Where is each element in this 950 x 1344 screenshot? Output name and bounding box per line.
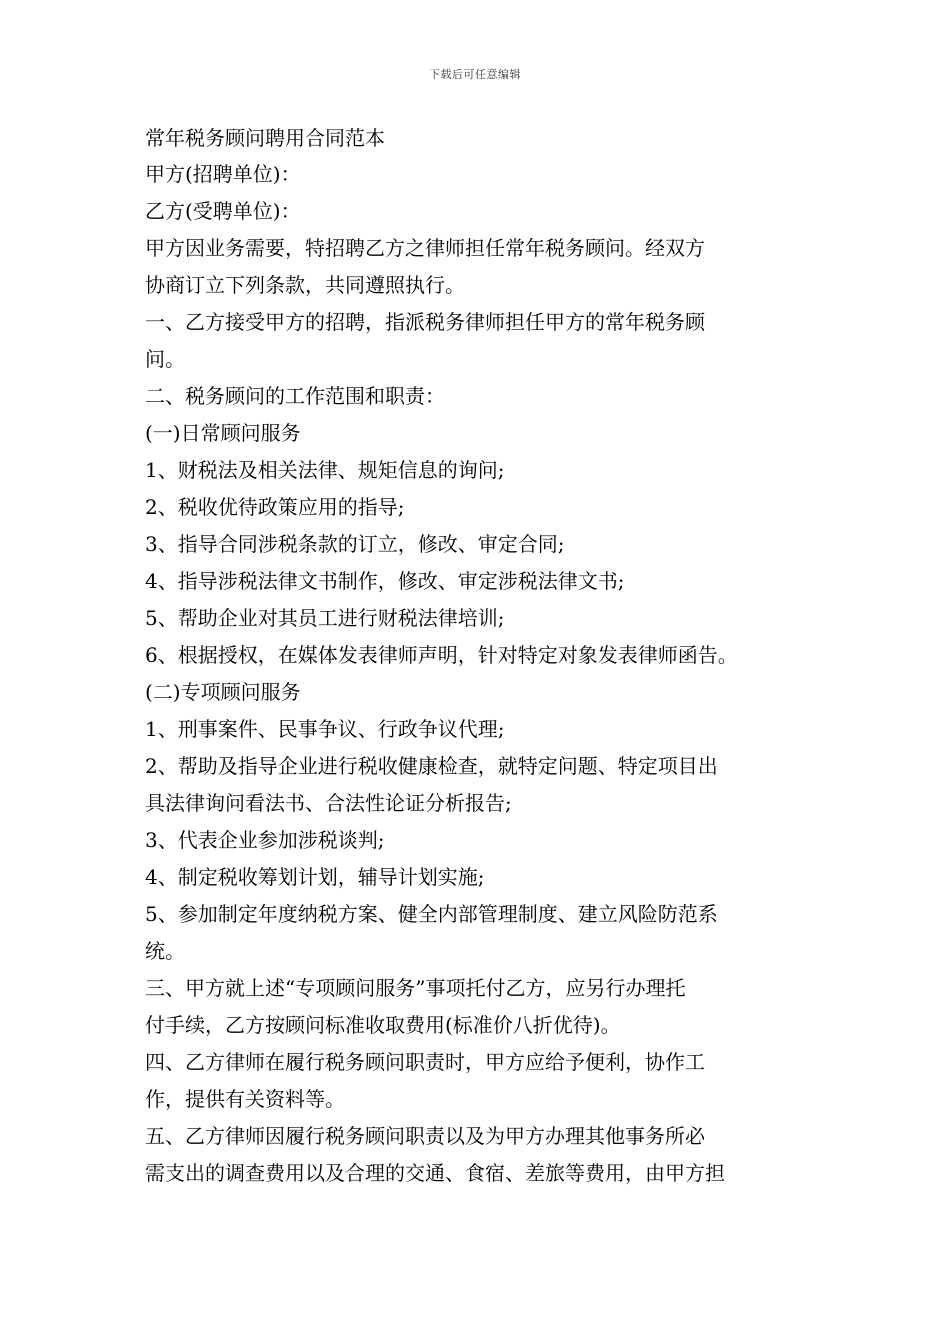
text-line: 五、乙方律师因履行税务顾问职责以及为甲方办理其他事务所必 <box>145 1124 705 1148</box>
text-line: 三、甲方就上述“专项顾问服务”事项托付乙方，应另行办理托 <box>145 976 686 1000</box>
text-line: 具法律询问看法书、合法性论证分析报告; <box>145 791 512 815</box>
text-line: 5、参加制定年度纳税方案、健全内部管理制度、建立风险防范系 <box>145 902 718 926</box>
text-line: 2、帮助及指导企业进行税收健康检查，就特定问题、特定项目出 <box>145 754 718 778</box>
text-line: 6、根据授权，在媒体发表律师声明，针对特定对象发表律师函告。 <box>145 643 738 667</box>
page-header: 下载后可任意编辑 <box>429 68 521 81</box>
text-line: (一)日常顾问服务 <box>145 421 301 445</box>
text-line: 1、刑事案件、民事争议、行政争议代理; <box>145 717 505 741</box>
document-title: 常年税务顾问聘用合同范本 <box>145 126 385 150</box>
text-line: 付手续，乙方按顾问标准收取费用(标准价八折优待)。 <box>145 1013 621 1037</box>
text-line: 3、代表企业参加涉税谈判; <box>145 828 385 852</box>
text-line: 需支出的调查费用以及合理的交通、食宿、差旅等费用，由甲方担 <box>145 1161 725 1185</box>
text-line: 统。 <box>145 939 185 963</box>
text-line: 二、税务顾问的工作范围和职责： <box>145 384 445 408</box>
text-line: 四、乙方律师在履行税务顾问职责时，甲方应给予便利，协作工 <box>145 1050 705 1074</box>
text-line: 问。 <box>145 347 185 371</box>
text-line: 4、制定税收筹划计划，辅导计划实施; <box>145 865 485 889</box>
text-line: 3、指导合同涉税条款的订立，修改、审定合同; <box>145 532 565 556</box>
text-line: (二)专项顾问服务 <box>145 680 301 704</box>
text-line: 作，提供有关资料等。 <box>145 1087 345 1111</box>
text-line: 甲方因业务需要，特招聘乙方之律师担任常年税务顾问。经双方 <box>145 236 705 260</box>
text-line: 甲方(招聘单位)： <box>145 162 301 186</box>
text-line: 5、帮助企业对其员工进行财税法律培训; <box>145 606 505 630</box>
text-line: 一、乙方接受甲方的招聘，指派税务律师担任甲方的常年税务顾 <box>145 310 705 334</box>
text-line: 4、指导涉税法律文书制作，修改、审定涉税法律文书; <box>145 569 625 593</box>
text-line: 协商订立下列条款，共同遵照执行。 <box>145 273 465 297</box>
text-line: 1、财税法及相关法律、规矩信息的询问; <box>145 458 505 482</box>
text-line: 乙方(受聘单位)： <box>145 199 301 223</box>
text-line: 2、税收优待政策应用的指导; <box>145 495 405 519</box>
